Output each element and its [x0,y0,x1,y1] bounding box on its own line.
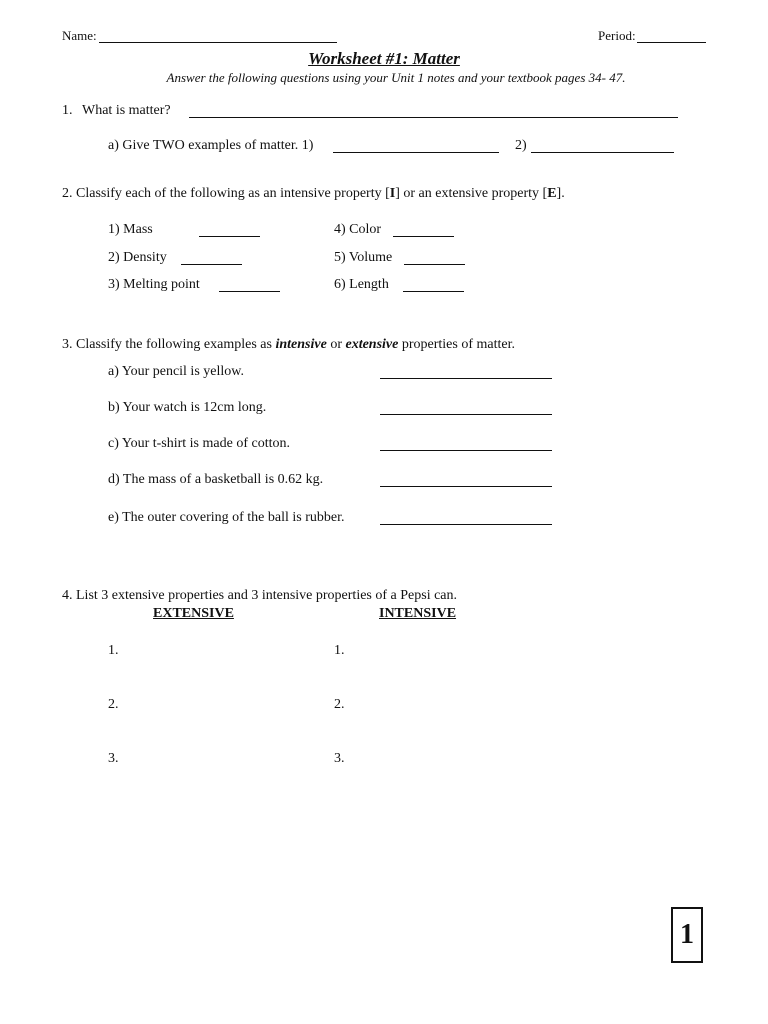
q2-answer-melting-point[interactable] [219,291,280,292]
q3-answer-d[interactable] [380,486,552,487]
name-field[interactable] [99,42,337,43]
q1a-answer-2[interactable] [531,152,674,153]
period-field[interactable] [637,42,706,43]
q3-item-a: a) Your pencil is yellow. [108,364,244,379]
q2-item-density: 2) Density [108,250,167,265]
q1a-answer-1[interactable] [333,152,499,153]
q3-item-d: d) The mass of a basketball is 0.62 kg. [108,472,324,487]
extensive-item-3[interactable]: 3. [108,751,119,766]
q3-item-b: b) Your watch is 12cm long. [108,400,267,415]
q1a-text: a) Give TWO examples of matter. 1) [108,138,314,153]
extensive-item-2[interactable]: 2. [108,697,119,712]
q1-text: What is matter? [82,103,171,118]
page-number: 1 [671,907,703,963]
q1-answer-line[interactable] [189,117,678,118]
q2-answer-density[interactable] [181,264,242,265]
q1-number: 1. [62,103,73,118]
intensive-header: INTENSIVE [379,606,457,621]
q3-answer-e[interactable] [380,524,552,525]
period-label: Period: [598,28,636,43]
q2-item-length: 6) Length [334,277,389,292]
intensive-item-1[interactable]: 1. [334,643,345,658]
q2-answer-mass[interactable] [199,236,260,237]
intensive-item-3[interactable]: 3. [334,751,345,766]
q3-text: 3. Classify the following examples as intensive or extensive properties of matter. [62,337,515,352]
worksheet-subtitle: Answer the following questions using your Unit 1 notes and your textbook pages 34- 47. [166,70,626,85]
q3-answer-b[interactable] [380,414,552,415]
intensive-item-2[interactable]: 2. [334,697,345,712]
q2-item-mass: 1) Mass [108,222,153,237]
q2-answer-color[interactable] [393,236,454,237]
name-label: Name: [62,28,97,43]
q2-item-melting-point: 3) Melting point [108,277,200,292]
extensive-header: EXTENSIVE [153,606,234,621]
q3-answer-c[interactable] [380,450,552,451]
q3-item-e: e) The outer covering of the ball is rubber. [108,510,345,525]
q4-text: 4. List 3 extensive properties and 3 intensive properties of a Pepsi can. [62,588,458,603]
q2-answer-length[interactable] [403,291,464,292]
q3-answer-a[interactable] [380,378,552,379]
q2-text: 2. Classify each of the following as an intensive property [I] or an extensive property [E]. [62,186,565,201]
q2-item-color: 4) Color [334,222,382,237]
worksheet-title: Worksheet #1: Matter [308,49,460,68]
q3-item-c: c) Your t-shirt is made of cotton. [108,436,290,451]
q1a-label-2: 2) [515,138,527,153]
q2-answer-volume[interactable] [404,264,465,265]
q2-item-volume: 5) Volume [334,250,393,265]
extensive-item-1[interactable]: 1. [108,643,119,658]
